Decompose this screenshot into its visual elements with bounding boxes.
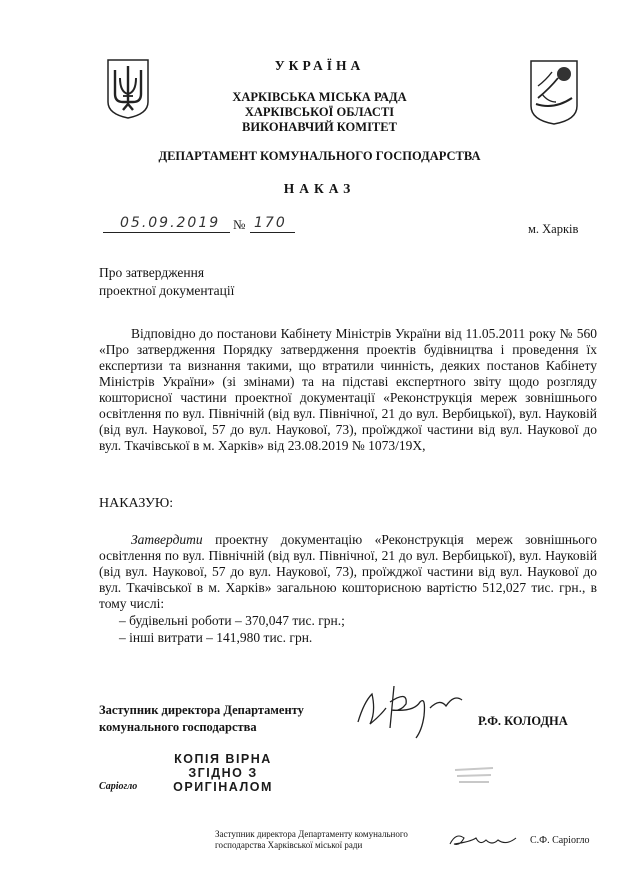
order-date: 05.09.2019 (120, 215, 221, 231)
number-underline (250, 232, 295, 233)
signatory-name: Р.Ф. КОЛОДНА (478, 714, 568, 728)
date-underline (103, 232, 230, 233)
order-text: проектну документацію «Реконструкція мереж зовнішнього освітлення по вул. Північній (від вул. Північної, 21 до вул. Вербицької), вул. Науковій (від вул. Наукової, 57 до вул. Наукової, 73), проїжджої частини від вул. Наукової до вул. Ткачівської в м. Харків» загальною кошторисною вартістю 512,027 тис. грн., в тому числі: (99, 532, 597, 611)
preamble-paragraph: Відповідно до постанови Кабінету Міністрів України від 11.05.2011 року № 560 «Про затвердження Порядку затвердження проектів будівництва і проведення їх експертизи та визнання такими, що втратили чинність, деяких постанов Кабінету Міністрів України» (зі змінами) та на підставі експертного звіту щодо розгляду кошторисної частини проектної документації «Реконструкція мереж зовнішнього освітлення по вул. Північній (від вул. Північної, 21 до вул. Вербицької), вул. Науковій (від вул. Наукової, 57 до вул. Наукової, 73), проїжджої частини від вул. Наукової до вул. Ткачівської в м. Харків» від 23.08.2019 № 1073/19Х, (99, 326, 597, 453)
cost-breakdown-list (119, 613, 345, 646)
country-name: УКРАЇНА (274, 58, 365, 73)
certifying-clerk: Саріогло (99, 781, 138, 792)
footer-name: С.Ф. Саріогло (530, 835, 590, 846)
stamp-line-1: КОПІЯ ВІРНА (174, 752, 272, 766)
faint-stamp-mark (453, 762, 495, 788)
certified-copy-stamp (168, 752, 278, 794)
order-paragraph (99, 532, 597, 612)
footer-title-line-2: господарства Харківської міської ради (215, 840, 363, 850)
council-line-3: ВИКОНАВЧИЙ КОМІТЕТ (242, 120, 397, 134)
signatory-title (99, 702, 304, 736)
subject-line-2: проектної документації (99, 283, 235, 298)
city-name: м. Харків (528, 222, 579, 236)
number-label: № (233, 217, 246, 232)
subject-line-1: Про затвердження (99, 265, 205, 280)
footer-signature (446, 828, 522, 852)
signatory-title-line-2: комунального господарства (99, 720, 257, 734)
order-number: 170 (254, 215, 287, 231)
order-word: НАКАЗУЮ: (99, 496, 174, 511)
signatory-title-line-1: Заступник директора Департаменту (99, 703, 304, 717)
stamp-line-3: ОРИГІНАЛОМ (173, 780, 273, 794)
list-item: – інші витрати – 141,980 тис. грн. (119, 629, 313, 645)
stamp-line-2: ЗГІДНО З (188, 766, 258, 780)
document-type: НАКАЗ (283, 181, 356, 196)
footer-title (215, 829, 408, 851)
order-verb: Затвердити (131, 532, 203, 547)
council-line-1: ХАРКІВСЬКА МІСЬКА РАДА (232, 90, 407, 104)
subject (99, 264, 234, 300)
footer-title-line-1: Заступник директора Департаменту комунального (215, 829, 408, 839)
handwritten-signature (350, 672, 470, 742)
department-name: ДЕПАРТАМЕНТ КОМУНАЛЬНОГО ГОСПОДАРСТВА (158, 149, 481, 163)
list-item: – будівельні роботи – 370,047 тис. грн.; (119, 613, 345, 628)
council-line-2: ХАРКІВСЬКОЇ ОБЛАСТІ (244, 105, 395, 119)
